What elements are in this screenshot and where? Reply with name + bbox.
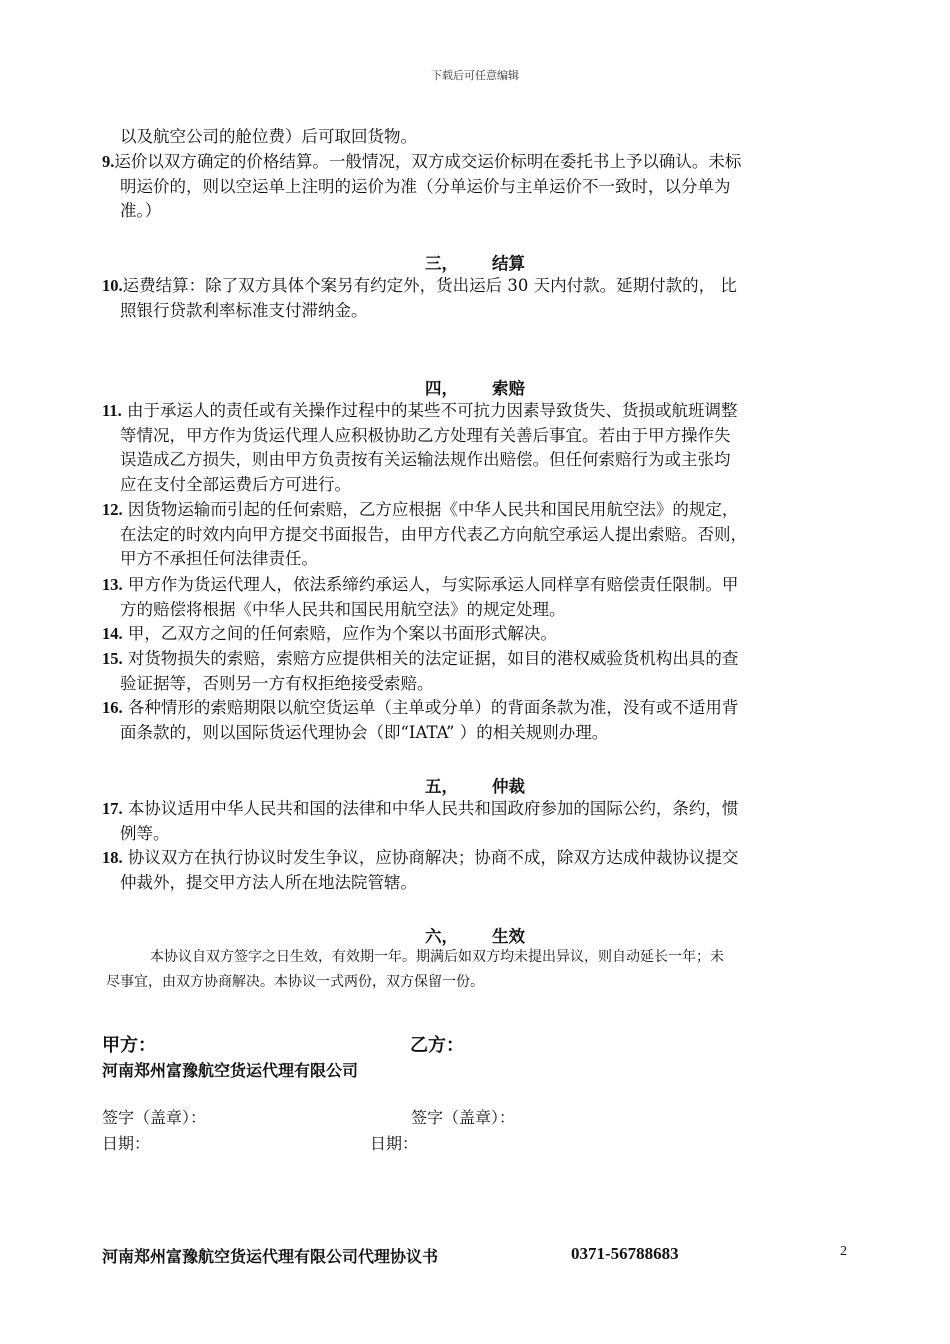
party-b-label: 乙方： xyxy=(410,1035,464,1056)
clause-line: 对货物损失的索赔，索赔方应提供相关的法定证据，如目的港权威验货机构出具的查 xyxy=(122,649,739,668)
effect-paragraph: 本协议自双方签字之日生效，有效期一年。期满后如双方均未提出异议，则自动延长一年；未 尽事宜，由双方协商解决。本协议一式两份，双方保留一份。 xyxy=(106,949,724,990)
page-number: 2 xyxy=(840,1244,847,1259)
clause-line: 面条款的，则以国际货运代理协会（即“IATA” ）的相关规则办理。 xyxy=(120,722,609,742)
clause-line: 甲方作为货运代理人，依法系缔约承运人，与实际承运人同样享有赔偿责任限制。甲 xyxy=(122,575,739,594)
clause-number: 12. xyxy=(102,500,123,519)
clause-number: 9. xyxy=(102,152,115,171)
clause-line: 在法定的时效内向甲方提交书面报告，由甲方代表乙方向航空承运人提出索赔。否则， xyxy=(120,524,747,544)
clause-line: 明运价的，则以空运单上注明的运价为准（分单运价与主单运价不一致时，以分单为 xyxy=(120,176,731,196)
footer-phone: 0371-56788683 xyxy=(571,1244,679,1263)
clause-line: 例等。 xyxy=(120,823,170,843)
clause-9 xyxy=(102,150,862,224)
clause-16 xyxy=(102,696,862,745)
clause-line: 照银行贷款利率标准支付滞纳金。 xyxy=(120,300,368,320)
clause-17 xyxy=(102,797,862,846)
clause-number: 15. xyxy=(102,649,123,668)
company-name: 河南郑州富豫航空货运代理有限公司 xyxy=(102,1061,359,1080)
paragraph-continuation: 以及航空公司的舱位费）后可取回货物。 xyxy=(120,127,417,146)
clause-line: 等情况，甲方作为货运代理人应积极协助乙方处理有关善后事宜。若由于甲方操作失 xyxy=(120,425,731,445)
clause-13 xyxy=(102,573,862,622)
clause-line: 甲方不承担任何法律责任。 xyxy=(120,549,318,568)
clause-number: 14. xyxy=(102,624,123,643)
clause-10 xyxy=(102,274,862,323)
header-note: 下载后可任意编辑 xyxy=(431,69,519,82)
clause-line: 应在支付全部运费后方可进行。 xyxy=(120,474,351,494)
section-heading-arbitration: 五， 仲裁 xyxy=(425,777,525,796)
clause-12 xyxy=(102,498,862,572)
clause-line: 运价以双方确定的价格结算。一般情况，双方成交运价标明在委托书上予以确认。未标 xyxy=(114,152,742,171)
clause-number: 10. xyxy=(102,276,123,295)
clause-line: 协议双方在执行协议时发生争议，应协商解决；协商不成，除双方达成仲裁协议提交 xyxy=(122,848,739,867)
section-heading-claims: 四， 索赔 xyxy=(425,379,525,398)
section-heading-effect: 六， 生效 xyxy=(425,927,525,946)
clause-line: 各种情形的索赔期限以航空货运单（主单或分单）的背面条款为准，没有或不适用背 xyxy=(122,698,739,717)
clause-number: 17. xyxy=(102,799,123,818)
clause-line: 仲裁外，提交甲方法人所在地法院管辖。 xyxy=(120,872,417,892)
party-a-date-field: 日期： xyxy=(102,1134,151,1153)
party-a-label: 甲方： xyxy=(102,1035,156,1056)
clause-15 xyxy=(102,647,862,696)
clause-number: 13. xyxy=(102,575,123,594)
party-a-signature-field: 签字（盖章）： xyxy=(102,1108,207,1127)
section-heading-settlement: 三， 结算 xyxy=(425,254,525,273)
clause-18 xyxy=(102,846,862,895)
clause-line: 本协议适用中华人民共和国的法律和中华人民共和国政府参加的国际公约，条约，惯 xyxy=(122,799,739,818)
clause-number: 11. xyxy=(102,401,122,420)
clause-11 xyxy=(102,399,862,497)
clause-line: 由于承运人的责任或有关操作过程中的某些不可抗力因素导致货失、货损或航班调整 xyxy=(121,401,738,420)
footer-title: 河南郑州富豫航空货运代理有限公司代理协议书 xyxy=(102,1247,439,1266)
clause-number: 18. xyxy=(102,848,123,867)
clause-line: 验证据等，否则另一方有权拒绝接受索赔。 xyxy=(120,673,434,693)
clause-14 xyxy=(102,622,862,647)
clause-line: 运费结算：除了双方具体个案另有约定外，货出运后 30 天内付款。延期付款的， 比 xyxy=(122,276,737,295)
clause-line: 误造成乙方损失，则由甲方负责按有关运输法规作出赔偿。但任何索赔行为或主张均 xyxy=(120,450,731,469)
clause-number: 16. xyxy=(102,698,123,717)
clause-line: 因货物运输而引起的任何索赔，乙方应根据《中华人民共和国民用航空法》的规定， xyxy=(122,500,739,519)
clause-line: 准。） xyxy=(120,201,162,220)
party-b-date-field: 日期： xyxy=(370,1134,419,1153)
party-b-signature-field: 签字（盖章）： xyxy=(411,1108,516,1127)
clause-line: 方的赔偿将根据《中华人民共和国民用航空法》的规定处理。 xyxy=(120,599,566,619)
clause-line: 甲，乙双方之间的任何索赔，应作为个案以书面形式解决。 xyxy=(122,624,557,643)
